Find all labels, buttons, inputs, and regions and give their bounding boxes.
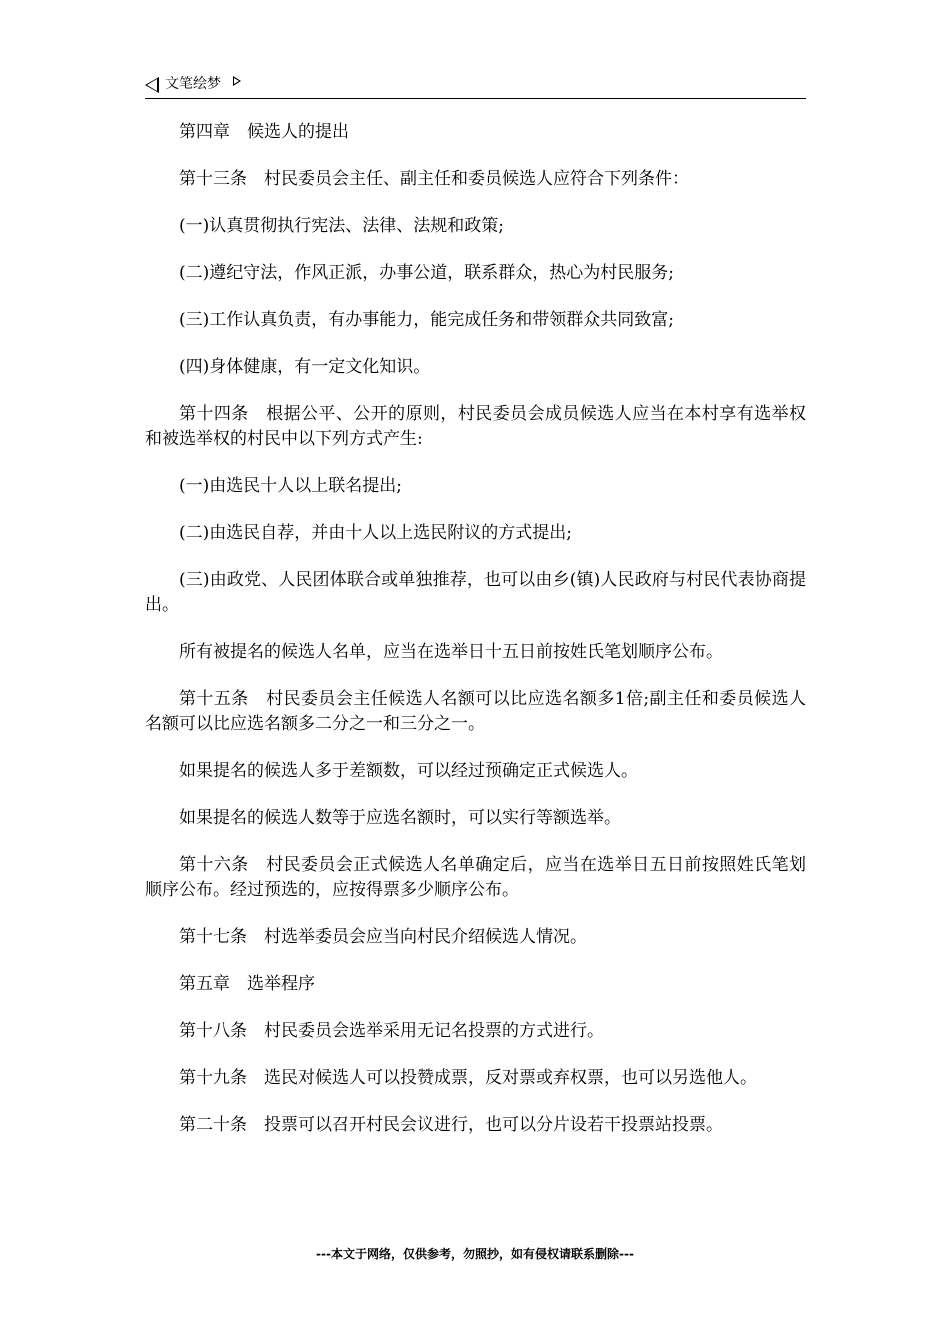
article-13-item-4: (四)身体健康，有一定文化知识。 <box>179 357 431 377</box>
page-header <box>145 74 806 99</box>
chapter-heading-4: 第四章 候选人的提出 <box>179 122 349 142</box>
article-17: 第十七条 村选举委员会应当向村民介绍候选人情况。 <box>179 927 587 947</box>
article-20: 第二十条 投票可以召开村民会议进行，也可以分片设若干投票站投票。 <box>179 1115 723 1135</box>
article-15-note-1: 如果提名的候选人多于差额数，可以经过预确定正式候选人。 <box>179 761 638 781</box>
article-13-item-2: (二)遵纪守法，作风正派，办事公道，联系群众，热心为村民服务; <box>179 263 674 283</box>
article-14-item-2: (二)由选民自荐，并由十人以上选民附议的方式提出; <box>179 523 572 543</box>
article-13-item-3: (三)工作认真负责，有办事能力，能完成任务和带领群众共同致富; <box>179 310 674 330</box>
article-15: 第十五条 村民委员会主任候选人名额可以比应选名额多1倍;副主任和委员候选人名额可以比应选名额多二分之一和三分之一。 <box>145 689 806 734</box>
article-18: 第十八条 村民委员会选举采用无记名投票的方式进行。 <box>179 1021 604 1041</box>
footer-disclaimer: ---本文于网络，仅供参考，勿照抄，如有侵权请联系删除--- <box>316 1247 634 1261</box>
article-13-item-1: (一)认真贯彻执行宪法、法律、法规和政策; <box>179 216 504 236</box>
article-15-note-2: 如果提名的候选人数等于应选名额时，可以实行等额选举。 <box>179 808 621 828</box>
document-body <box>145 120 806 1160</box>
article-13: 第十三条 村民委员会主任、副主任和委员候选人应符合下列条件： <box>179 169 689 189</box>
article-14-item-3: (三)由政党、人民团体联合或单独推荐，也可以由乡(镇)人民政府与村民代表协商提出。 <box>145 570 806 615</box>
header-title: 文笔绘梦 <box>165 76 221 92</box>
article-14-note: 所有被提名的候选人名单，应当在选举日十五日前按姓氏笔划顺序公布。 <box>179 642 723 662</box>
right-triangle-icon <box>233 76 241 86</box>
article-14-item-1: (一)由选民十人以上联名提出; <box>179 476 402 496</box>
chapter-heading-5: 第五章 选举程序 <box>179 974 315 994</box>
left-triangle-icon <box>145 77 159 93</box>
article-19: 第十九条 选民对候选人可以投赞成票，反对票或弃权票，也可以另选他人。 <box>179 1068 757 1088</box>
article-14: 第十四条 根据公平、公开的原则，村民委员会成员候选人应当在本村享有选举权和被选举权的村民中以下列方式产生: <box>145 404 806 449</box>
article-16: 第十六条 村民委员会正式候选人名单确定后，应当在选举日五日前按照姓氏笔划顺序公布。经过预选的，应按得票多少顺序公布。 <box>145 855 806 900</box>
